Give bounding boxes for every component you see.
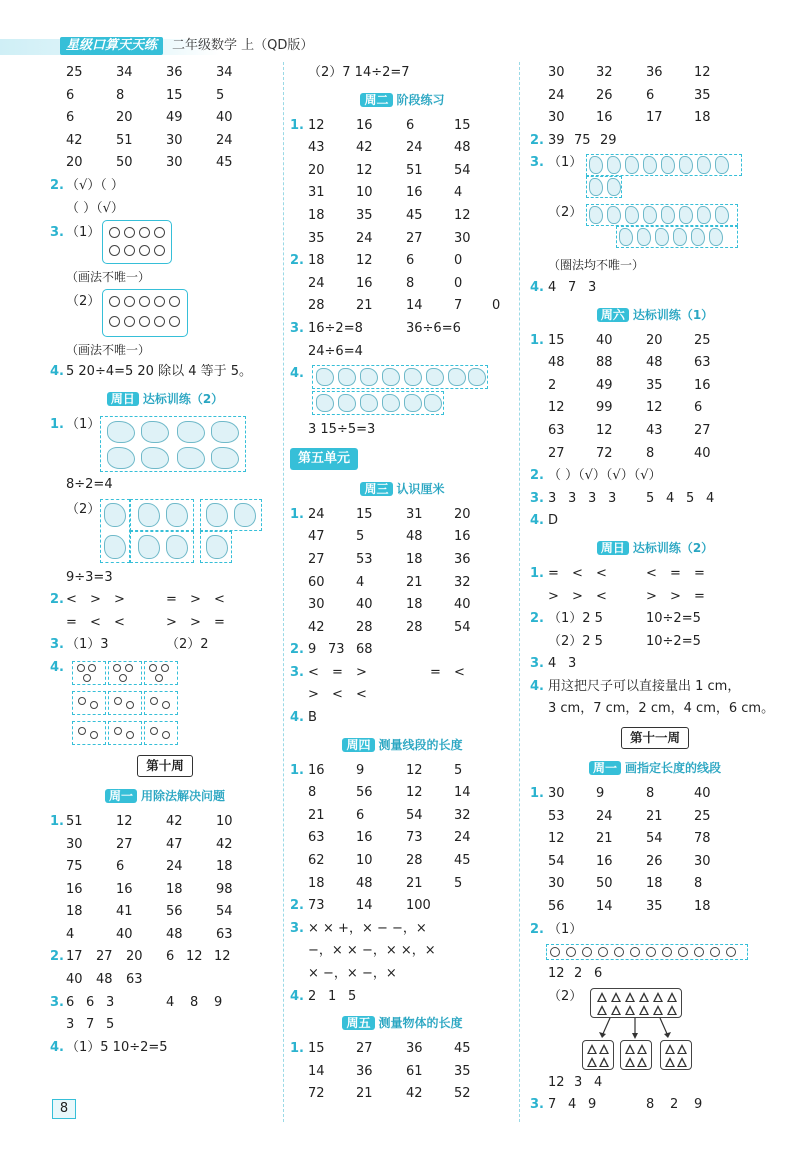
answer-row: 62 10 28 45: [308, 853, 471, 869]
answer-row: 2. （1）: [530, 921, 583, 937]
answer-row: 3 7 5: [66, 1017, 115, 1033]
answer-row: 4. D: [530, 513, 559, 529]
week-title: 第十周: [50, 749, 280, 781]
answer-row: 30 32 36 12: [548, 65, 711, 80]
answer-row: 72 21 42 52: [308, 1086, 471, 1102]
section-header: 周一 画指定长度的线段: [530, 753, 780, 783]
answer-row: 1. 30 9 8 40: [530, 786, 711, 802]
triangle-groups: （2）: [530, 986, 780, 1072]
answer-row: 24÷6=4: [308, 343, 363, 359]
answer-row: 30 27 47 42: [66, 836, 233, 852]
circle-strip: [530, 941, 780, 963]
section-header: 周一 用除法解决问题: [50, 781, 280, 811]
practice-1-1: 1. （1）: [50, 414, 280, 474]
answer-row: 3. 16÷2=8 36÷6=6: [290, 320, 461, 336]
answer-row: 16 16 18 98: [66, 881, 233, 897]
answer-row: 2. （1）2 5 10÷2=5: [530, 611, 701, 627]
answer-row: 18 41 56 54: [66, 904, 233, 920]
answer-row: 6 20 49 40: [66, 110, 233, 126]
answer-row: 18 35 45 12: [308, 207, 471, 223]
answer-row: 14 36 61 35: [308, 1063, 471, 1079]
answer-row: 25 34 36 34: [66, 65, 233, 80]
answer-row: 40 48 63: [66, 972, 143, 988]
answer-row: 8 56 12 14: [308, 785, 471, 801]
column-1: [50, 62, 280, 1059]
answer-row: > > < > > =: [548, 588, 705, 604]
practice-2: 2. < > > = > <: [50, 592, 225, 608]
brand-title: 星级口算天天练: [60, 37, 163, 55]
section-header: 周日 达标训练（2）: [530, 533, 780, 563]
arrows: [570, 1018, 710, 1040]
section-header: 周日 达标训练（2）: [50, 384, 280, 414]
subject-title: 二年级数学 上（QD版）: [172, 38, 314, 53]
circle-grid: [102, 220, 172, 264]
answer-row: 4. 2 1 5: [290, 988, 357, 1004]
section-header: 周二 阶段练习: [290, 85, 515, 115]
answer-row: 48 88 48 63: [548, 355, 711, 371]
section-header: 周五 测量物体的长度: [290, 1008, 515, 1038]
question-2: 2. （√）（ ）: [50, 177, 124, 193]
answer-row: 6 8 15 5: [66, 87, 225, 103]
answer-row: 3. 3 3 3 3 5 4 5 4: [530, 490, 715, 506]
answer-row: 3. × × +，× − −，×: [290, 920, 427, 936]
answer-row: （2）7 14÷2=7: [308, 65, 410, 80]
answer-row: 1. 12 16 6 15: [290, 117, 471, 133]
answer-row: 4. （1）5 10÷2=5: [50, 1039, 168, 1055]
answer-row: 3 cm，7 cm，2 cm，4 cm，6 cm。: [548, 701, 775, 717]
equation: 3 15÷5=3: [308, 422, 376, 438]
question-4: 4. 5 20÷4=5 20 除以 4 等于 5。: [50, 364, 253, 380]
answer-row: 4 40 48 63: [66, 926, 233, 942]
question-3-2: （2）: [50, 289, 280, 339]
equation: 12 2 6: [548, 966, 603, 982]
practice-4: 4.: [50, 657, 280, 749]
drawing-note: （画法不唯一）: [66, 342, 151, 357]
answer-row: −，× × −，× ×，×: [308, 943, 436, 959]
column-2: [290, 62, 515, 1106]
answer-row: 2. （ ）（√）（√）（√）: [530, 468, 662, 484]
section-header: 周三 认识厘米: [290, 474, 515, 504]
question-3-1: 3. （1）: [50, 220, 280, 266]
page-header: [0, 34, 800, 60]
unit-title: 第五单元: [290, 442, 515, 474]
column-divider: [283, 62, 284, 1122]
answer-row: 54 16 26 30: [548, 853, 711, 869]
practice-2-b: = < < > > =: [66, 614, 225, 630]
answer-row: > < <: [308, 687, 367, 703]
answer-row: 3. 6 6 3 4 8 9: [50, 994, 223, 1010]
grouped-pictures: 3. （1）: [530, 152, 780, 202]
answer-row: 12 99 12 6: [548, 400, 703, 416]
answer-row: 24 26 6 35: [548, 87, 711, 103]
equation: 9÷3=3: [66, 569, 113, 585]
answer-row: 42 28 28 54: [308, 619, 471, 635]
week-title: 第十一周: [530, 721, 780, 753]
answer-row: 2. 17 27 20 6 12 12: [50, 949, 231, 965]
drawing-note: （画法不唯一）: [66, 270, 151, 285]
column-3: [530, 62, 780, 1117]
grouped-pictures: （2）: [530, 202, 780, 254]
answer-row: 1. 24 15 31 20: [290, 506, 471, 522]
answer-row: 12 21 54 78: [548, 831, 711, 847]
equation: 8÷2=4: [66, 476, 113, 492]
answer-row: × −，× −，×: [308, 966, 397, 981]
answer-row: 30 50 18 8: [548, 876, 703, 892]
answer-row: 56 14 35 18: [548, 899, 711, 915]
answer-row: 31 10 16 4: [308, 185, 463, 201]
answer-row: 42 51 30 24: [66, 132, 233, 148]
question-2-b: （ ）（√）: [66, 200, 124, 216]
answer-row: 47 5 48 16: [308, 529, 471, 545]
answer-row: 2. 18 12 6 0: [290, 253, 463, 269]
answer-row: 63 16 73 24: [308, 830, 471, 846]
page-number: 8: [52, 1099, 76, 1119]
answer-row: 1. 15 27 36 45: [290, 1041, 471, 1057]
circle-grid: [102, 289, 188, 337]
answer-row: 27 53 18 36: [308, 551, 471, 567]
answer-row: 30 40 18 40: [308, 597, 471, 613]
answer-row: 28 21 14 7 0: [308, 298, 501, 314]
answer-row: 2. 73 14 100: [290, 898, 431, 914]
answer-row: 2. 39 75 29: [530, 132, 617, 148]
answer-row: 1. = < < < = =: [530, 565, 705, 581]
answer-row: 4. B: [290, 710, 317, 726]
practice-3: 3. （1）3 （2）2: [50, 637, 209, 653]
answer-row: 3. 7 4 9 8 2 9: [530, 1097, 703, 1113]
answer-row: 3. < = > = <: [290, 664, 465, 680]
answer-row: 1. 15 40 20 25: [530, 332, 711, 348]
answer-row: 27 72 8 40: [548, 445, 711, 461]
grouped-pictures: [100, 416, 246, 472]
answer-row: 4. 4 7 3: [530, 279, 597, 295]
answer-row: 18 48 21 5: [308, 875, 463, 891]
answer-row: 30 16 17 18: [548, 110, 711, 126]
drawing-note: （圈法均不唯一）: [548, 258, 645, 273]
answer-row: 2 49 35 16: [548, 377, 711, 393]
answer-row: 53 24 21 25: [548, 808, 711, 824]
answer-row: 20 50 30 45: [66, 155, 233, 171]
answer-row: 24 16 8 0: [308, 275, 463, 291]
answer-row: 43 42 24 48: [308, 140, 471, 156]
answer-row: （2）2 5 10÷2=5: [548, 633, 701, 649]
column-divider: [519, 62, 520, 1122]
answer-row: 1. 51 12 42 10: [50, 813, 233, 829]
answer-row: 75 6 24 18: [66, 859, 233, 875]
answer-row: 63 12 43 27: [548, 422, 711, 438]
section-header: 周四 测量线段的长度: [290, 730, 515, 760]
equation: 12 3 4: [548, 1074, 603, 1090]
practice-1-2: （2）: [50, 497, 280, 567]
answer-row: 35 24 27 30: [308, 230, 471, 246]
answer-row: 4. 用这把尺子可以直接量出 1 cm，: [530, 678, 741, 694]
answer-row: 21 6 54 32: [308, 807, 471, 823]
answer-row: 1. 16 9 12 5: [290, 762, 463, 778]
grouped-pictures: 4.: [290, 363, 515, 419]
answer-row: 60 4 21 32: [308, 574, 471, 590]
section-header: 周六 达标训练（1）: [530, 300, 780, 330]
answer-row: 2. 9 73 68: [290, 642, 373, 658]
answer-row: 20 12 51 54: [308, 162, 471, 178]
answer-row: 3. 4 3: [530, 656, 577, 672]
